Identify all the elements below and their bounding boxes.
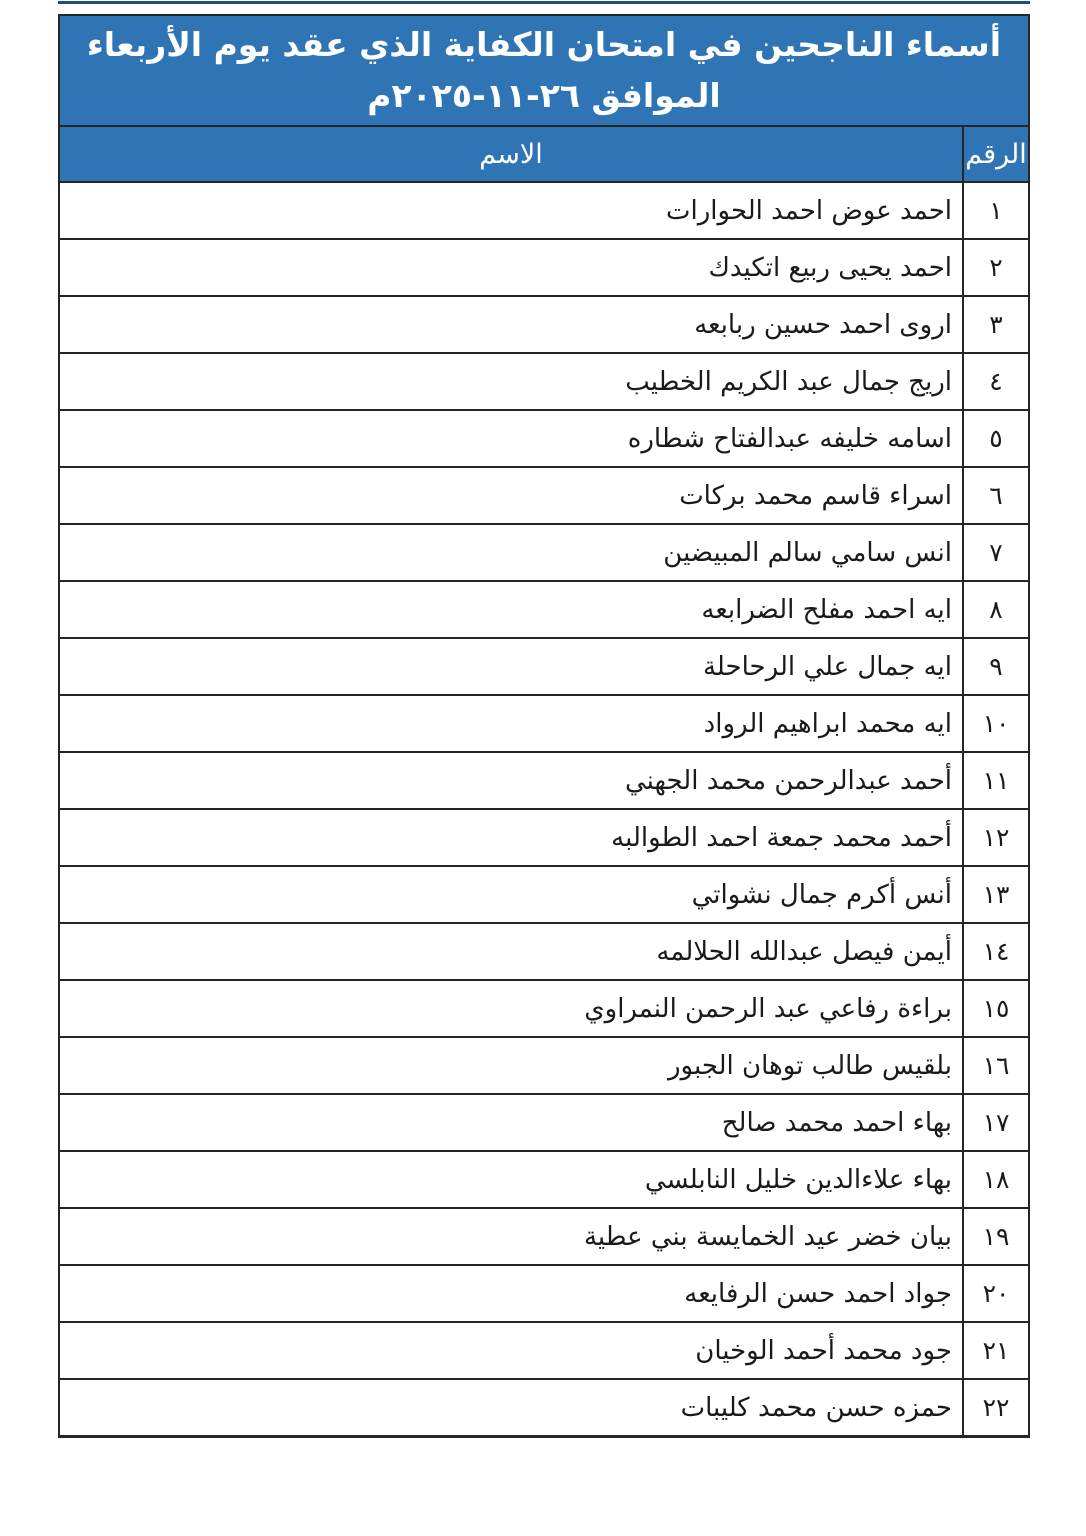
table-row [59,1151,1029,1208]
column-header-row [59,126,1029,182]
table-row [59,581,1029,638]
row-name-cell: حمزه حسن محمد كليبات [59,1379,963,1437]
row-number-cell: ١٨ [963,1151,1029,1208]
row-name-cell: بهاء علاءالدين خليل النابلسي [59,1151,963,1208]
table-row [59,1208,1029,1265]
row-number-cell: ١٩ [963,1208,1029,1265]
row-number-cell: ١٢ [963,809,1029,866]
row-number-cell: ٨ [963,581,1029,638]
document-content [58,0,1030,1438]
row-name-cell: احمد عوض احمد الحوارات [59,182,963,239]
top-rule-divider [58,1,1030,4]
row-name-cell: بلقيس طالب توهان الجبور [59,1037,963,1094]
table-row [59,809,1029,866]
title-line-1: أسماء الناجحين في امتحان الكفاية الذي عقد يوم الأربعاء [86,25,1002,65]
row-number-cell: ١٤ [963,923,1029,980]
table-row [59,638,1029,695]
row-number-cell: ٩ [963,638,1029,695]
table-row [59,467,1029,524]
table-row [59,980,1029,1037]
row-number-cell: ٤ [963,353,1029,410]
row-name-cell: جود محمد أحمد الوخيان [59,1322,963,1379]
row-name-cell: انس سامي سالم المبيضين [59,524,963,581]
row-number-cell: ٧ [963,524,1029,581]
row-name-cell: اسامه خليفه عبدالفتاح شطاره [59,410,963,467]
row-name-cell: ايه جمال علي الرحاحلة [59,638,963,695]
table-row [59,353,1029,410]
table-row [59,866,1029,923]
row-name-cell: بهاء احمد محمد صالح [59,1094,963,1151]
results-table [58,14,1030,1438]
title-line-2: الموافق ٢٦-١١-٢٠٢٥م [367,75,721,115]
row-name-cell: احمد يحيى ربيع اتكيدك [59,239,963,296]
table-row [59,239,1029,296]
table-row [59,1265,1029,1322]
row-name-cell: براءة رفاعي عبد الرحمن النمراوي [59,980,963,1037]
row-name-cell: ايه محمد ابراهيم الرواد [59,695,963,752]
table-row [59,695,1029,752]
table-row [59,410,1029,467]
table-row [59,1322,1029,1379]
row-name-cell: بيان خضر عيد الخمايسة بني عطية [59,1208,963,1265]
row-name-cell: أيمن فيصل عبدالله الحلالمه [59,923,963,980]
table-row [59,923,1029,980]
row-name-cell: اروى احمد حسين ربابعه [59,296,963,353]
table-row [59,1094,1029,1151]
row-number-cell: ٦ [963,467,1029,524]
column-header-name: الاسم [59,126,963,182]
row-number-cell: ٥ [963,410,1029,467]
document-title [59,15,1029,126]
row-name-cell: أنس أكرم جمال نشواتي [59,866,963,923]
title-row [59,15,1029,126]
table-row [59,1037,1029,1094]
row-number-cell: ٣ [963,296,1029,353]
row-number-cell: ٢ [963,239,1029,296]
row-number-cell: ١٣ [963,866,1029,923]
table-row [59,1379,1029,1437]
results-table-body [59,15,1029,1437]
row-name-cell: جواد احمد حسن الرفايعه [59,1265,963,1322]
row-name-cell: ايه احمد مفلح الضرابعه [59,581,963,638]
row-name-cell: اريج جمال عبد الكريم الخطيب [59,353,963,410]
row-number-cell: ٢١ [963,1322,1029,1379]
row-name-cell: أحمد محمد جمعة احمد الطوالبه [59,809,963,866]
table-row [59,524,1029,581]
row-name-cell: اسراء قاسم محمد بركات [59,467,963,524]
row-number-cell: ١٥ [963,980,1029,1037]
row-number-cell: ١٠ [963,695,1029,752]
column-header-number: الرقم [963,126,1029,182]
row-number-cell: ٢٠ [963,1265,1029,1322]
row-name-cell: أحمد عبدالرحمن محمد الجهني [59,752,963,809]
row-number-cell: ١١ [963,752,1029,809]
table-row [59,752,1029,809]
row-number-cell: ١٧ [963,1094,1029,1151]
row-number-cell: ٢٢ [963,1379,1029,1437]
row-number-cell: ١٦ [963,1037,1029,1094]
table-row [59,182,1029,239]
table-row [59,296,1029,353]
row-number-cell: ١ [963,182,1029,239]
